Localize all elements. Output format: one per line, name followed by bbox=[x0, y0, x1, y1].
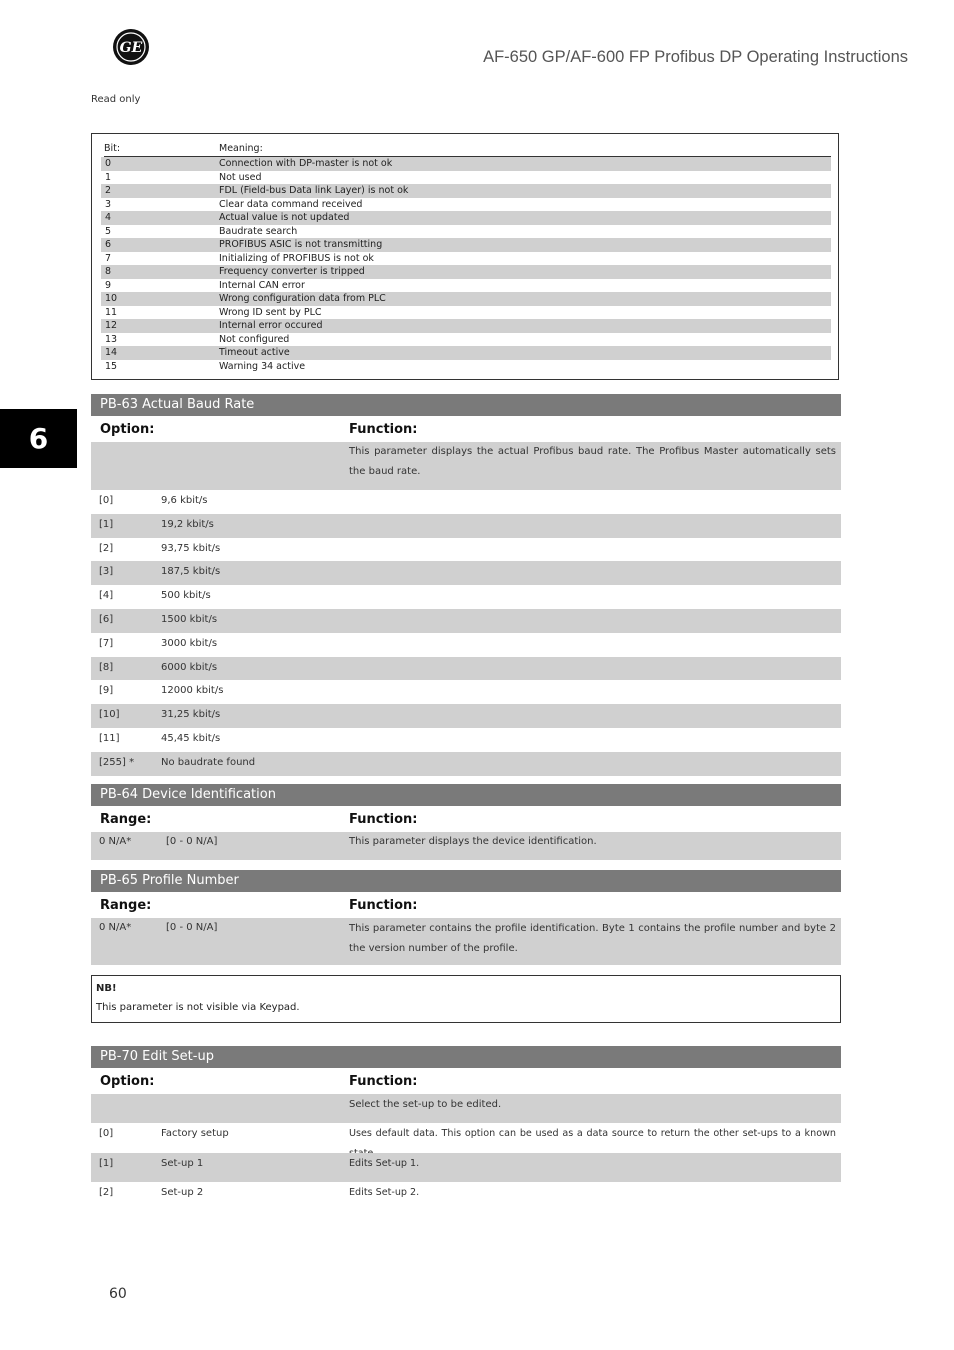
option-function: Edits Set-up 2. bbox=[349, 1187, 420, 1198]
pb70-option-row bbox=[91, 1153, 841, 1183]
bit-number: 0 bbox=[105, 158, 112, 169]
bit-meaning: Warning 34 active bbox=[219, 360, 306, 372]
note-text: This parameter is not visible via Keypad. bbox=[96, 1002, 300, 1013]
bit-number: 15 bbox=[105, 360, 118, 372]
pb70-description-row bbox=[91, 1094, 841, 1123]
pb63-option-row bbox=[91, 561, 841, 585]
pb63-option-row bbox=[91, 680, 841, 704]
bit-meaning-table bbox=[91, 133, 839, 380]
bit-table-row bbox=[101, 360, 831, 374]
option-index: [6] bbox=[99, 614, 114, 625]
option-index: [10] bbox=[99, 709, 120, 721]
pb63-description: This parameter displays the actual Profibus baud rate. The Profibus Master automatically sets the baud rate. bbox=[349, 446, 836, 477]
option-label: 6000 kbit/s bbox=[161, 661, 218, 673]
bit-number: 1 bbox=[105, 171, 112, 183]
bit-table-row bbox=[101, 157, 831, 171]
option-label: 1500 kbit/s bbox=[161, 614, 218, 625]
pb65-column-headers bbox=[91, 894, 841, 919]
bit-meaning: Clear data command received bbox=[219, 198, 363, 210]
bit-table-row bbox=[101, 225, 831, 239]
option-label: 31,25 kbit/s bbox=[161, 709, 221, 721]
option-index: [0] bbox=[99, 495, 114, 506]
bit-meaning: Timeout active bbox=[219, 347, 290, 358]
bit-meaning: Wrong ID sent by PLC bbox=[219, 306, 322, 318]
col-function: Function: bbox=[349, 422, 418, 437]
option-label: Set-up 2 bbox=[161, 1187, 204, 1198]
pb63-option-row bbox=[91, 538, 841, 562]
bit-table-row bbox=[101, 333, 831, 347]
pb70-option-row bbox=[91, 1182, 841, 1212]
option-label: Factory setup bbox=[161, 1128, 229, 1139]
bit-meaning: Internal error occured bbox=[219, 320, 323, 331]
bit-meaning: Internal CAN error bbox=[219, 279, 305, 291]
option-index: [4] bbox=[99, 590, 114, 602]
pb65-description: This parameter contains the profile identification. Byte 1 contains the profile number and byte 2 the version number of the profile. bbox=[349, 923, 836, 954]
bit-meaning: Actual value is not updated bbox=[219, 212, 350, 223]
bit-table-row bbox=[101, 306, 831, 320]
bit-meaning: Connection with DP-master is not ok bbox=[219, 158, 393, 169]
bit-meaning: Frequency converter is tripped bbox=[219, 266, 365, 277]
pb63-option-row bbox=[91, 728, 841, 752]
bit-number: 14 bbox=[105, 347, 118, 358]
option-label: 500 kbit/s bbox=[161, 590, 211, 602]
pb63-column-headers bbox=[91, 418, 841, 443]
col-function: Function: bbox=[349, 812, 418, 827]
option-index: [8] bbox=[99, 661, 114, 673]
option-index: [1] bbox=[99, 1157, 114, 1169]
col-function: Function: bbox=[349, 898, 418, 913]
pb63-option-row bbox=[91, 609, 841, 633]
bit-table-row bbox=[101, 211, 831, 225]
pb63-option-row bbox=[91, 633, 841, 657]
option-label: 9,6 kbit/s bbox=[161, 495, 208, 506]
logo-text: GE bbox=[119, 40, 143, 56]
pb64-description: This parameter displays the device identification. bbox=[349, 836, 597, 847]
pb70-description: Select the set-up to be edited. bbox=[349, 1099, 502, 1110]
bit-meaning: Not configured bbox=[219, 333, 290, 345]
col-range: Range: bbox=[100, 898, 152, 913]
bit-meaning: FDL (Field-bus Data link Layer) is not ok bbox=[219, 185, 409, 196]
bit-table-row bbox=[101, 265, 831, 279]
pb63-option-row bbox=[91, 514, 841, 538]
chapter-tab: 6 bbox=[0, 409, 77, 468]
bit-table-row bbox=[101, 279, 831, 293]
option-label: Set-up 1 bbox=[161, 1157, 204, 1169]
bit-number: 10 bbox=[105, 293, 118, 304]
option-index: [7] bbox=[99, 637, 114, 649]
col-option: Option: bbox=[100, 422, 155, 437]
option-label: 3000 kbit/s bbox=[161, 637, 218, 649]
bit-number: 4 bbox=[105, 212, 112, 223]
pb64-column-headers bbox=[91, 808, 841, 833]
col-range: Range: bbox=[100, 812, 152, 827]
bit-number: 6 bbox=[105, 239, 112, 250]
read-only-label: Read only bbox=[91, 94, 141, 105]
pb64-range: [0 - 0 N/A] bbox=[166, 836, 218, 847]
pb63-option-row bbox=[91, 752, 841, 776]
bit-number: 13 bbox=[105, 333, 118, 345]
option-index: [2] bbox=[99, 542, 114, 554]
pb70-column-headers bbox=[91, 1070, 841, 1095]
bit-number: 7 bbox=[105, 252, 112, 264]
pb65-range: [0 - 0 N/A] bbox=[166, 922, 218, 933]
col-option: Option: bbox=[100, 1074, 155, 1089]
option-label: 12000 kbit/s bbox=[161, 685, 224, 697]
option-index: [3] bbox=[99, 566, 114, 578]
pb63-option-row bbox=[91, 585, 841, 609]
bit-table-row bbox=[101, 184, 831, 198]
pb64-header: PB-64 Device Identification bbox=[91, 784, 841, 806]
bit-meaning: Initializing of PROFIBUS is not ok bbox=[219, 252, 374, 264]
bit-table-row bbox=[101, 292, 831, 306]
pb64-default: 0 N/A* bbox=[99, 836, 132, 847]
pb70-option-row bbox=[91, 1123, 841, 1153]
col-function: Function: bbox=[349, 1074, 418, 1089]
bit-number: 8 bbox=[105, 266, 112, 277]
bit-number: 2 bbox=[105, 185, 112, 196]
pb63-option-row bbox=[91, 490, 841, 514]
option-index: [255] * bbox=[99, 756, 135, 768]
option-label: 187,5 kbit/s bbox=[161, 566, 221, 578]
pb64-row bbox=[91, 832, 841, 860]
option-index: [0] bbox=[99, 1128, 114, 1139]
bit-table-row bbox=[101, 346, 831, 360]
bit-meaning: Baudrate search bbox=[219, 225, 298, 237]
bit-table-row bbox=[101, 238, 831, 252]
pb63-description-row bbox=[91, 442, 841, 490]
note-title: NB! bbox=[96, 983, 117, 994]
pb70-header: PB-70 Edit Set-up bbox=[91, 1046, 841, 1068]
ge-logo bbox=[112, 28, 150, 66]
option-label: 93,75 kbit/s bbox=[161, 542, 221, 554]
pb65-default: 0 N/A* bbox=[99, 922, 132, 933]
bit-number: 11 bbox=[105, 306, 118, 318]
pb63-option-row bbox=[91, 657, 841, 681]
bit-meaning: Not used bbox=[219, 171, 262, 183]
col-bit: Bit: bbox=[104, 143, 121, 154]
bit-number: 5 bbox=[105, 225, 112, 237]
option-label: 45,45 kbit/s bbox=[161, 733, 221, 744]
bit-meaning: PROFIBUS ASIC is not transmitting bbox=[219, 239, 383, 250]
note-box bbox=[91, 975, 841, 1023]
option-label: No baudrate found bbox=[161, 756, 256, 768]
bit-table-row bbox=[101, 198, 831, 212]
pb63-option-row bbox=[91, 704, 841, 728]
option-label: 19,2 kbit/s bbox=[161, 518, 214, 530]
bit-table-row bbox=[101, 171, 831, 185]
pb65-row bbox=[91, 918, 841, 965]
bit-number: 9 bbox=[105, 279, 112, 291]
option-index: [2] bbox=[99, 1187, 114, 1198]
document-title: AF-650 GP/AF-600 FP Profibus DP Operating Instructions bbox=[483, 48, 908, 66]
option-function: Uses default data. This option can be used as a data source to return the other set-ups to a known bbox=[349, 1128, 836, 1139]
bit-number: 12 bbox=[105, 320, 118, 331]
pb63-header: PB-63 Actual Baud Rate bbox=[91, 394, 841, 416]
page-number: 60 bbox=[109, 1286, 127, 1302]
option-index: [11] bbox=[99, 733, 120, 744]
pb65-header: PB-65 Profile Number bbox=[91, 870, 841, 892]
bit-meaning: Wrong configuration data from PLC bbox=[219, 293, 386, 304]
bit-table-header bbox=[104, 143, 831, 157]
bit-table-row bbox=[101, 252, 831, 266]
bit-number: 3 bbox=[105, 198, 112, 210]
option-index: [1] bbox=[99, 518, 114, 530]
bit-table-row bbox=[101, 319, 831, 333]
bit-table-rows bbox=[101, 157, 831, 373]
option-index: [9] bbox=[99, 685, 114, 697]
col-meaning: Meaning: bbox=[219, 143, 263, 154]
option-function: Edits Set-up 1. bbox=[349, 1157, 420, 1169]
